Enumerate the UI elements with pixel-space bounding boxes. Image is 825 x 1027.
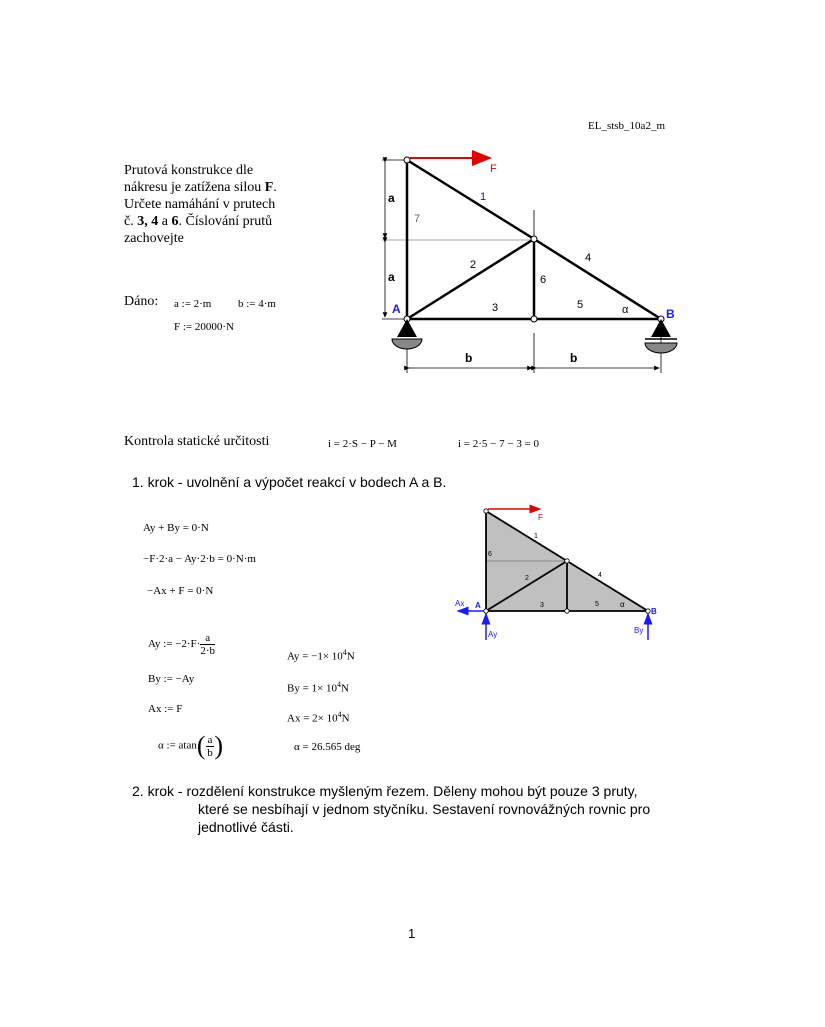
alpha-definition: α := atan( $\frac{a}{b}$ ) [158,731,224,760]
given-b: b := 4·m [238,298,276,310]
ax-result: $Ax = 2\times 10^4N$ [287,710,350,725]
intro-line-3: Určete namáhání v prutech [124,197,276,212]
intro-line-5: zachovejte [124,231,184,246]
given-a: a := 2·m [174,298,212,310]
fig2-Ay-label: Ay [488,630,498,639]
free-body-diagram [450,500,670,645]
equation-1: Ay + By = 0·N [143,522,209,534]
fig1-member-6: 6 [540,274,547,286]
page-number: 1 [408,926,416,941]
check-formula: i = 2·S − P − M [328,438,397,450]
document-tag: EL_stsb_10a2_m [588,120,665,132]
by-definition: By := −Ay [148,673,195,685]
fig2-member-1: 1 [534,533,538,540]
fig1-member-3: 3 [492,302,499,314]
fig2-member-6: 6 [488,551,492,558]
fig1-alpha: α [622,304,629,316]
step2-text [132,782,650,836]
task-description [124,162,314,247]
equation-2: −F·2·a − Ay·2·b = 0·N·m [143,553,256,565]
fig1-b-right: b [570,351,578,365]
intro-line-1: Prutová konstrukce dle [124,163,254,178]
intro-line-4: č. 3, 4 a 6. Číslování prutů [124,214,273,229]
intro-line-2: nákresu je zatížena silou F. [124,180,277,195]
fig2-F-label: F [538,513,543,522]
fig2-Ax-label: Ax [455,599,465,608]
check-result: i = 2·5 − 7 − 3 = 0 [458,438,540,450]
truss-diagram [370,148,690,383]
fig2-A-label: A [475,601,481,610]
fig2-member-5: 5 [595,601,599,608]
check-label: Kontrola statické určitosti [124,434,270,449]
given-F: F := 20000·N [174,321,234,333]
alpha-result: α = 26.565 deg [294,741,361,753]
ay-result: $Ay = -1\times 10^4N$ [287,648,355,663]
fig2-B-label: B [651,607,657,616]
fig1-F-label: F [490,163,497,175]
ay-definition: Ay := −2·F· $\frac{a}{2\cdot b}$ [148,632,216,657]
fig1-a-top: a [388,191,395,205]
fig1-member-5: 5 [577,299,584,311]
fig2-By-label: By [634,626,644,635]
ax-definition: Ax := F [148,703,183,715]
by-result: $By = 1\times 10^4N$ [287,680,349,695]
step2-line-3: jednotlivé části. [198,819,294,835]
fig1-member-7: 7 [414,213,421,225]
given-label: Dáno: [124,294,159,309]
fig1-member-2: 2 [470,259,477,271]
fig1-member-4: 4 [585,252,592,264]
fig2-member-3: 3 [540,602,544,609]
step2-line-1: 2. krok - rozdělení konstrukce myšleným řezem. Děleny mohou být pouze 3 pruty, [132,783,638,799]
step1-title: 1. krok - uvolnění a výpočet reakcí v bodech A a B. [132,474,447,490]
fig2-alpha: α [620,600,625,609]
fig1-A-label: A [392,302,401,316]
fig2-member-2: 2 [525,575,529,582]
fig2-member-4: 4 [598,572,602,579]
fig1-b-left: b [465,351,473,365]
fig1-member-1: 1 [480,191,487,203]
fig1-B-label: B [666,307,675,321]
step2-line-2: které se nesbíhají v jednom styčníku. Sestavení rovnovážných rovnic pro [198,801,651,817]
fig1-a-bottom: a [388,270,395,284]
equation-3: −Ax + F = 0·N [147,585,214,597]
